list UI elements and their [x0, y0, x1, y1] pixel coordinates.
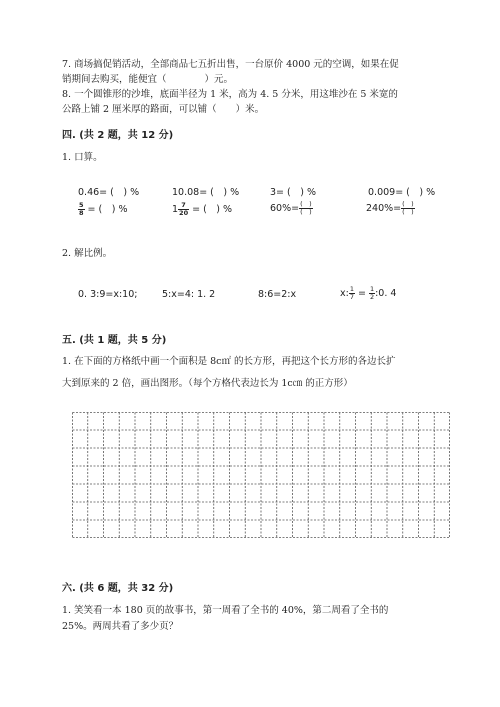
section-5-q1-line2: 大到原来的 2 倍，画出图形。（每个方格代表边长为 1c㎝ 的正方形） [62, 378, 353, 389]
grid-paper[interactable] [72, 412, 450, 538]
section-4-title: 四. (共 2 题，共 12 分) [62, 130, 174, 141]
mental-calc-item: 1 $\frac{7}{20}$ = ( ) % [172, 201, 233, 217]
fraction: $\frac{5}{8}$ [79, 201, 84, 217]
section-6-q1-line2: 25%。两周共看了多少页？ [62, 621, 179, 632]
section-4-q1-label: 1. 口算。 [62, 152, 103, 163]
fraction: $\frac{7}{20}$ [179, 201, 189, 217]
mental-calc-item: 0.46= ( ) % [78, 187, 140, 198]
mental-calc-item: $\frac{5}{8}$ = ( ) % [79, 201, 128, 217]
proportion-item: 8:6=2:x [258, 289, 297, 300]
fraction: $\frac{( )}{( )}$ [402, 200, 414, 216]
mental-calc-item: 240%= $\frac{( )}{( )}$ [366, 200, 414, 216]
section-5-q1-line1: 1. 在下面的方格纸中画一个面积是 8c㎡ 的长方形，再把这个长方形的各边长扩 [62, 356, 396, 367]
fraction: $\frac{1}{7}$ [349, 285, 354, 301]
section-6-title: 六. (共 6 题，共 32 分) [62, 583, 174, 594]
q7-line2: 销期间去购买，能便宜（ ）元。 [62, 74, 234, 85]
mental-calc-item: 10.08= ( ) % [172, 187, 240, 198]
proportion-item: x: $\frac{1}{7}$ = $\frac{1}{2}$ :0. 4 [340, 285, 397, 301]
section-6-q1-line1: 1. 笑笑看一本 180 页的故事书，第一周看了全书的 40%，第二周看了全书的 [62, 605, 389, 616]
q8-line1: 8. 一个圆锥形的沙堆，底面半径为 1 米，高为 4. 5 分米，用这堆沙在 5 米宽的 [62, 89, 398, 100]
fraction: $\frac{( )}{( )}$ [300, 200, 312, 216]
fraction: $\frac{1}{2}$ [369, 285, 375, 301]
q8-line2: 公路上铺 2 厘米厚的路面，可以铺（ ）米。 [62, 104, 265, 115]
mental-calc-item: 60%= $\frac{( )}{( )}$ [270, 200, 312, 216]
section-4-q2-label: 2. 解比例。 [62, 248, 113, 259]
proportion-item: 5:x=4: 1. 2 [162, 289, 216, 300]
section-5-title: 五. (共 1 题，共 5 分) [62, 335, 167, 346]
mental-calc-item: 3= ( ) % [270, 187, 316, 198]
mental-calc-item: 0.009= ( ) % [368, 187, 436, 198]
q7-line1: 7. 商场搞促销活动，全部商品七五折出售，一台原价 4000 元的空调，如果在促 [62, 59, 399, 70]
proportion-item: 0. 3:9=x:10; [78, 289, 138, 300]
